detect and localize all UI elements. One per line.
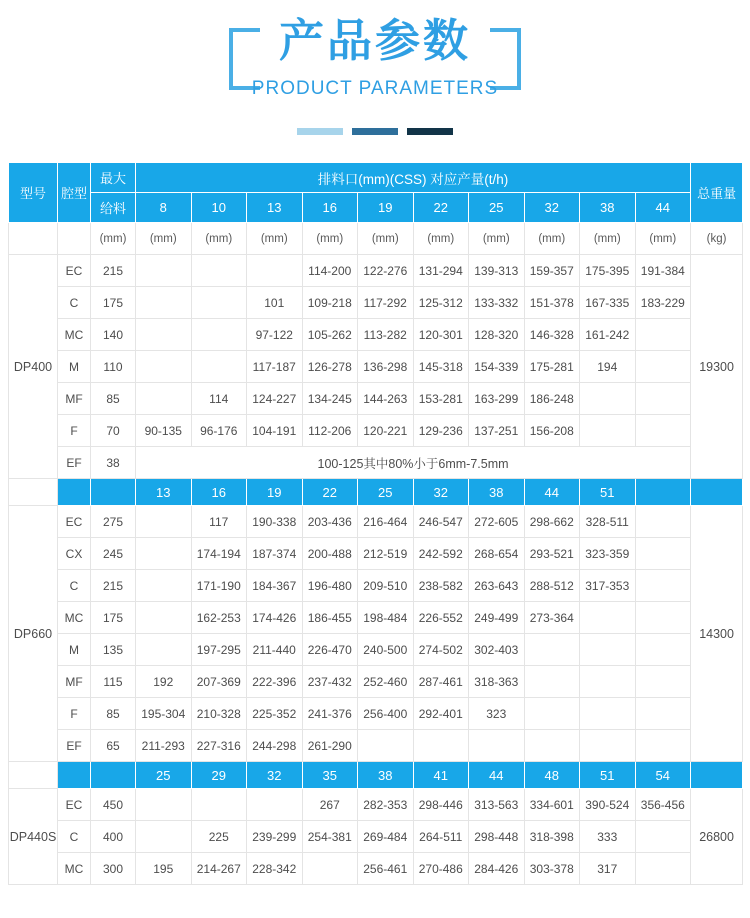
dash-light-icon (297, 128, 343, 135)
capacity-cell (136, 789, 192, 821)
cavity-cell: C (58, 287, 91, 319)
capacity-cell (635, 570, 691, 602)
capacity-cell: 328-511 (580, 506, 636, 538)
feed-cell: 175 (91, 602, 136, 634)
cavity-cell: EC (58, 506, 91, 538)
capacity-cell: 129-236 (413, 415, 469, 447)
css-header-cell: 29 (191, 762, 247, 789)
capacity-cell: 131-294 (413, 255, 469, 287)
capacity-cell (635, 821, 691, 853)
css-header-cell: 16 (302, 193, 358, 223)
css-header-cell: 32 (413, 479, 469, 506)
capacity-cell: 114-200 (302, 255, 358, 287)
unit-cell: (mm) (413, 223, 469, 255)
capacity-cell (136, 351, 192, 383)
capacity-cell: 222-396 (247, 666, 303, 698)
feed-cell: 450 (91, 789, 136, 821)
capacity-cell: 272-605 (469, 506, 525, 538)
feed-cell: 65 (91, 730, 136, 762)
capacity-cell: 256-461 (358, 853, 414, 885)
capacity-cell: 237-432 (302, 666, 358, 698)
cavity-cell: MC (58, 853, 91, 885)
capacity-cell: 124-227 (247, 383, 303, 415)
capacity-cell (191, 255, 247, 287)
unit-cell: (mm) (91, 223, 136, 255)
capacity-cell (136, 383, 192, 415)
capacity-cell (524, 698, 580, 730)
capacity-cell: 112-206 (302, 415, 358, 447)
capacity-cell: 292-401 (413, 698, 469, 730)
capacity-cell: 263-643 (469, 570, 525, 602)
capacity-cell: 211-440 (247, 634, 303, 666)
capacity-cell: 196-480 (302, 570, 358, 602)
weight-cell: 14300 (691, 506, 743, 762)
cavity-cell: EC (58, 789, 91, 821)
capacity-cell: 137-251 (469, 415, 525, 447)
capacity-cell: 318-363 (469, 666, 525, 698)
capacity-cell: 239-299 (247, 821, 303, 853)
capacity-cell: 298-446 (413, 789, 469, 821)
capacity-cell: 109-218 (302, 287, 358, 319)
css-header-cell: 25 (358, 479, 414, 506)
cavity-cell: MF (58, 383, 91, 415)
capacity-cell: 154-339 (469, 351, 525, 383)
capacity-cell: 139-313 (469, 255, 525, 287)
capacity-cell (580, 383, 636, 415)
capacity-cell: 244-298 (247, 730, 303, 762)
capacity-cell (635, 415, 691, 447)
model-gap-cell (9, 762, 58, 789)
capacity-cell (635, 538, 691, 570)
capacity-cell: 186-455 (302, 602, 358, 634)
capacity-cell: 298-448 (469, 821, 525, 853)
capacity-cell: 187-374 (247, 538, 303, 570)
feed-cell: 175 (91, 287, 136, 319)
capacity-cell: 144-263 (358, 383, 414, 415)
feed-cell: 245 (91, 538, 136, 570)
css-header-cell: 44 (469, 762, 525, 789)
page-title: 产品参数 (278, 15, 471, 66)
cavity-cell: MC (58, 319, 91, 351)
capacity-cell: 212-519 (358, 538, 414, 570)
feed-cell: 85 (91, 383, 136, 415)
capacity-cell (580, 730, 636, 762)
capacity-cell (635, 853, 691, 885)
capacity-cell: 268-654 (469, 538, 525, 570)
css-header-cell: 16 (191, 479, 247, 506)
capacity-cell: 183-229 (635, 287, 691, 319)
capacity-cell: 120-301 (413, 319, 469, 351)
capacity-cell: 254-381 (302, 821, 358, 853)
cavity-cell: EF (58, 730, 91, 762)
capacity-cell: 191-384 (635, 255, 691, 287)
capacity-cell: 228-342 (247, 853, 303, 885)
weight-cell: 26800 (691, 789, 743, 885)
cavity-cell: F (58, 415, 91, 447)
capacity-cell: 267 (302, 789, 358, 821)
feed-cell: 400 (91, 821, 136, 853)
capacity-cell: 249-499 (469, 602, 525, 634)
capacity-cell: 174-194 (191, 538, 247, 570)
capacity-cell: 207-369 (191, 666, 247, 698)
cavity-cell: MF (58, 666, 91, 698)
unit-cell: (mm) (302, 223, 358, 255)
col-header-cavity: 腔型 (58, 163, 91, 223)
capacity-cell (580, 602, 636, 634)
capacity-cell: 114 (191, 383, 247, 415)
feed-cell: 215 (91, 570, 136, 602)
col-header-maxfeed-top: 最大 (91, 163, 136, 193)
capacity-cell: 167-335 (580, 287, 636, 319)
css-header-cell (58, 762, 91, 789)
capacity-cell: 210-328 (191, 698, 247, 730)
capacity-cell: 195-304 (136, 698, 192, 730)
capacity-cell (136, 821, 192, 853)
css-header-cell: 19 (358, 193, 414, 223)
capacity-cell: 323 (469, 698, 525, 730)
capacity-cell (580, 698, 636, 730)
unit-cell: (mm) (580, 223, 636, 255)
feed-cell: 110 (91, 351, 136, 383)
capacity-cell (524, 634, 580, 666)
unit-cell: (mm) (136, 223, 192, 255)
css-header-cell: 8 (136, 193, 192, 223)
unit-cell: (mm) (191, 223, 247, 255)
capacity-cell: 334-601 (524, 789, 580, 821)
capacity-cell (136, 319, 192, 351)
capacity-cell: 128-320 (469, 319, 525, 351)
css-header-cell (91, 479, 136, 506)
capacity-cell (191, 287, 247, 319)
capacity-cell: 198-484 (358, 602, 414, 634)
title-block (229, 16, 521, 104)
feed-cell: 135 (91, 634, 136, 666)
capacity-cell: 175-281 (524, 351, 580, 383)
capacity-cell (247, 255, 303, 287)
capacity-cell: 318-398 (524, 821, 580, 853)
capacity-cell: 97-122 (247, 319, 303, 351)
capacity-cell (635, 351, 691, 383)
css-header-cell: 38 (358, 762, 414, 789)
capacity-cell: 287-461 (413, 666, 469, 698)
capacity-cell: 153-281 (413, 383, 469, 415)
capacity-cell: 104-191 (247, 415, 303, 447)
css-header-cell (691, 479, 743, 506)
capacity-cell: 197-295 (191, 634, 247, 666)
capacity-cell: 162-253 (191, 602, 247, 634)
capacity-cell: 120-221 (358, 415, 414, 447)
capacity-cell: 333 (580, 821, 636, 853)
capacity-cell: 186-248 (524, 383, 580, 415)
css-header-cell (691, 762, 743, 789)
cavity-cell: M (58, 351, 91, 383)
table-head (9, 163, 743, 223)
css-header-cell: 41 (413, 762, 469, 789)
capacity-cell (580, 415, 636, 447)
capacity-cell (136, 287, 192, 319)
capacity-cell: 156-208 (524, 415, 580, 447)
capacity-cell: 288-512 (524, 570, 580, 602)
col-header-model: 型号 (9, 163, 58, 223)
capacity-cell (580, 634, 636, 666)
css-header-cell: 32 (247, 762, 303, 789)
css-header-cell: 54 (635, 762, 691, 789)
capacity-cell: 175-395 (580, 255, 636, 287)
model-cell: DP440S (9, 789, 58, 885)
capacity-cell: 284-426 (469, 853, 525, 885)
unit-cell (58, 223, 91, 255)
merged-note-cell: 100-125其中80%小于6mm-7.5mm (136, 447, 691, 479)
cavity-cell: EF (58, 447, 91, 479)
css-header-cell: 48 (524, 762, 580, 789)
feed-cell: 38 (91, 447, 136, 479)
capacity-cell: 261-290 (302, 730, 358, 762)
capacity-cell (635, 666, 691, 698)
capacity-cell: 264-511 (413, 821, 469, 853)
capacity-cell (191, 789, 247, 821)
css-header-cell: 22 (302, 479, 358, 506)
capacity-cell: 298-662 (524, 506, 580, 538)
capacity-cell (635, 602, 691, 634)
css-header-cell: 13 (136, 479, 192, 506)
capacity-cell (580, 666, 636, 698)
dash-medium-icon (352, 128, 398, 135)
capacity-cell (635, 319, 691, 351)
capacity-cell: 226-470 (302, 634, 358, 666)
cavity-cell: C (58, 821, 91, 853)
table-body (9, 223, 743, 885)
capacity-cell: 240-500 (358, 634, 414, 666)
feed-cell: 215 (91, 255, 136, 287)
unit-cell: (mm) (635, 223, 691, 255)
header-area (0, 0, 750, 135)
feed-cell: 275 (91, 506, 136, 538)
capacity-cell (635, 506, 691, 538)
dash-dark-icon (407, 128, 453, 135)
capacity-cell: 302-403 (469, 634, 525, 666)
capacity-cell (302, 853, 358, 885)
capacity-cell: 90-135 (136, 415, 192, 447)
cavity-cell: F (58, 698, 91, 730)
capacity-cell: 161-242 (580, 319, 636, 351)
capacity-cell (136, 602, 192, 634)
unit-cell: (mm) (358, 223, 414, 255)
capacity-cell: 190-338 (247, 506, 303, 538)
capacity-cell: 214-267 (191, 853, 247, 885)
capacity-cell (469, 730, 525, 762)
model-cell: DP660 (9, 506, 58, 762)
capacity-cell: 194 (580, 351, 636, 383)
capacity-cell: 323-359 (580, 538, 636, 570)
capacity-cell (136, 538, 192, 570)
col-header-maxfeed-bottom: 给料 (91, 193, 136, 223)
capacity-cell: 303-378 (524, 853, 580, 885)
css-header-cell: 25 (136, 762, 192, 789)
capacity-cell: 216-464 (358, 506, 414, 538)
capacity-cell (524, 730, 580, 762)
capacity-cell: 225 (191, 821, 247, 853)
cavity-cell: EC (58, 255, 91, 287)
css-header-cell (635, 479, 691, 506)
parameters-table (8, 162, 743, 885)
capacity-cell (191, 351, 247, 383)
css-header-cell: 10 (191, 193, 247, 223)
capacity-cell: 133-332 (469, 287, 525, 319)
capacity-cell (247, 789, 303, 821)
capacity-cell (635, 634, 691, 666)
feed-cell: 300 (91, 853, 136, 885)
capacity-cell: 192 (136, 666, 192, 698)
capacity-cell (358, 730, 414, 762)
capacity-cell (136, 570, 192, 602)
capacity-cell: 122-276 (358, 255, 414, 287)
capacity-cell: 293-521 (524, 538, 580, 570)
capacity-cell: 200-488 (302, 538, 358, 570)
col-header-capacity-span: 排料口(mm)(CSS) 对应产量(t/h) (136, 163, 691, 193)
capacity-cell: 159-357 (524, 255, 580, 287)
feed-cell: 85 (91, 698, 136, 730)
capacity-cell (191, 319, 247, 351)
capacity-cell: 146-328 (524, 319, 580, 351)
capacity-cell: 145-318 (413, 351, 469, 383)
page-subtitle: PRODUCT PARAMETERS (251, 78, 499, 99)
title-dashes (0, 128, 750, 135)
capacity-cell: 184-367 (247, 570, 303, 602)
capacity-cell: 151-378 (524, 287, 580, 319)
model-gap-cell (9, 479, 58, 506)
capacity-cell (635, 383, 691, 415)
capacity-cell: 317 (580, 853, 636, 885)
capacity-cell: 282-353 (358, 789, 414, 821)
css-header-cell: 13 (247, 193, 303, 223)
capacity-cell: 113-282 (358, 319, 414, 351)
capacity-cell: 105-262 (302, 319, 358, 351)
css-header-cell: 44 (635, 193, 691, 223)
css-header-cell: 38 (469, 479, 525, 506)
capacity-cell: 313-563 (469, 789, 525, 821)
capacity-cell: 96-176 (191, 415, 247, 447)
capacity-cell: 227-316 (191, 730, 247, 762)
capacity-cell: 317-353 (580, 570, 636, 602)
capacity-cell (635, 730, 691, 762)
capacity-cell (136, 255, 192, 287)
capacity-cell: 241-376 (302, 698, 358, 730)
capacity-cell: 117 (191, 506, 247, 538)
css-header-cell: 25 (469, 193, 525, 223)
capacity-cell: 269-484 (358, 821, 414, 853)
capacity-cell: 209-510 (358, 570, 414, 602)
capacity-cell (524, 666, 580, 698)
capacity-cell: 134-245 (302, 383, 358, 415)
css-header-cell: 32 (524, 193, 580, 223)
css-header-cell: 51 (580, 762, 636, 789)
model-cell: DP400 (9, 255, 58, 479)
capacity-cell: 273-364 (524, 602, 580, 634)
capacity-cell: 274-502 (413, 634, 469, 666)
css-header-cell: 38 (580, 193, 636, 223)
capacity-cell: 203-436 (302, 506, 358, 538)
capacity-cell: 195 (136, 853, 192, 885)
capacity-cell: 238-582 (413, 570, 469, 602)
capacity-cell (136, 634, 192, 666)
capacity-cell (635, 698, 691, 730)
col-header-weight: 总重量 (691, 163, 743, 223)
css-header-cell: 51 (580, 479, 636, 506)
capacity-cell: 242-592 (413, 538, 469, 570)
capacity-cell: 117-292 (358, 287, 414, 319)
capacity-cell: 117-187 (247, 351, 303, 383)
capacity-cell (136, 506, 192, 538)
cavity-cell: MC (58, 602, 91, 634)
capacity-cell: 101 (247, 287, 303, 319)
css-header-cell: 19 (247, 479, 303, 506)
css-header-cell: 35 (302, 762, 358, 789)
feed-cell: 140 (91, 319, 136, 351)
cavity-cell: CX (58, 538, 91, 570)
cavity-cell: C (58, 570, 91, 602)
capacity-cell (413, 730, 469, 762)
capacity-cell: 256-400 (358, 698, 414, 730)
capacity-cell: 390-524 (580, 789, 636, 821)
unit-cell (9, 223, 58, 255)
css-header-cell (91, 762, 136, 789)
unit-cell: (kg) (691, 223, 743, 255)
capacity-cell: 136-298 (358, 351, 414, 383)
capacity-cell: 225-352 (247, 698, 303, 730)
capacity-cell: 211-293 (136, 730, 192, 762)
weight-cell: 19300 (691, 255, 743, 479)
capacity-cell: 246-547 (413, 506, 469, 538)
unit-cell: (mm) (524, 223, 580, 255)
feed-cell: 70 (91, 415, 136, 447)
unit-cell: (mm) (469, 223, 525, 255)
capacity-cell: 163-299 (469, 383, 525, 415)
capacity-cell: 126-278 (302, 351, 358, 383)
css-header-cell (58, 479, 91, 506)
unit-cell: (mm) (247, 223, 303, 255)
cavity-cell: M (58, 634, 91, 666)
capacity-cell: 171-190 (191, 570, 247, 602)
capacity-cell: 226-552 (413, 602, 469, 634)
css-header-cell: 22 (413, 193, 469, 223)
capacity-cell: 174-426 (247, 602, 303, 634)
css-header-cell: 44 (524, 479, 580, 506)
feed-cell: 115 (91, 666, 136, 698)
capacity-cell: 125-312 (413, 287, 469, 319)
capacity-cell: 356-456 (635, 789, 691, 821)
capacity-cell: 270-486 (413, 853, 469, 885)
capacity-cell: 252-460 (358, 666, 414, 698)
